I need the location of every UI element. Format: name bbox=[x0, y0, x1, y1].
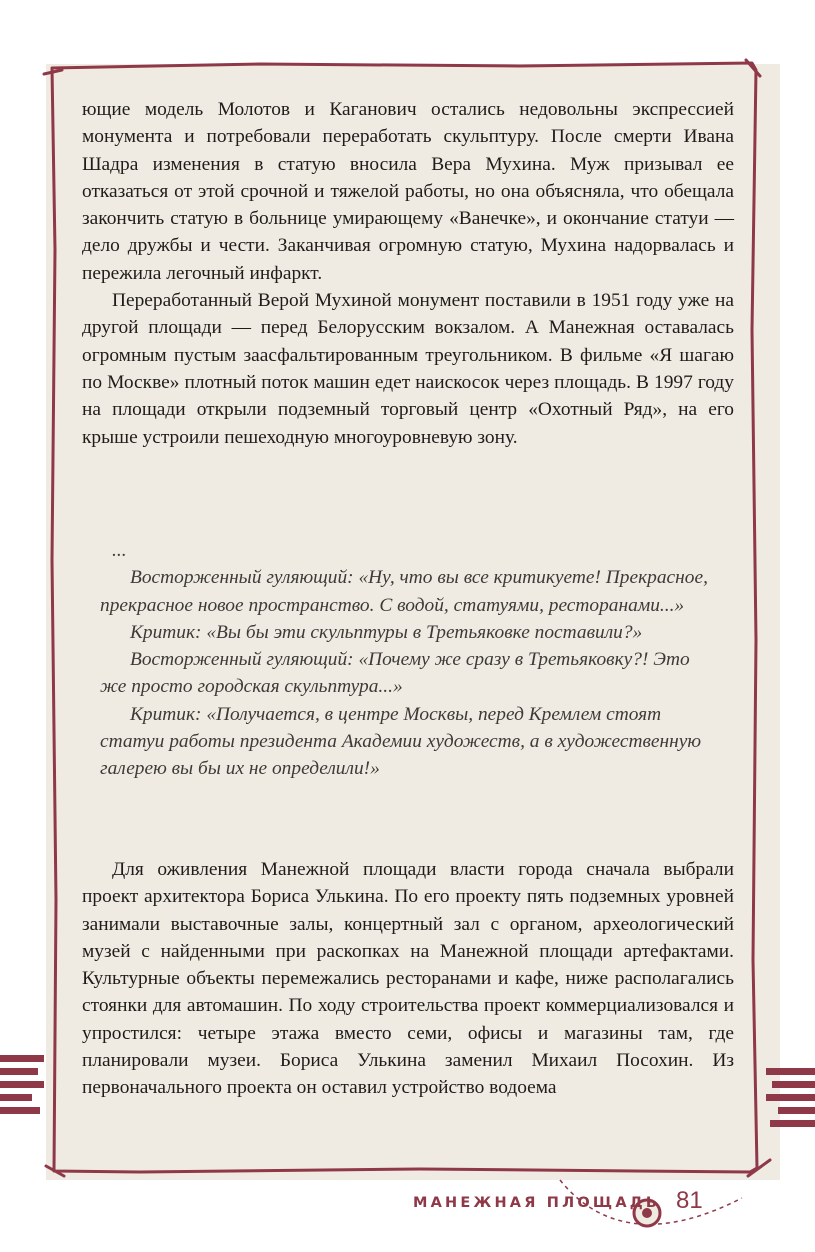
dialogue-line: Восторженный гуляющий: «Ну, что вы все критикуете! Прекрасное, прекрасное новое пространство. С водой, статуями, ресторанами...» bbox=[100, 567, 708, 616]
dialogue-line: Критик: «Получается, в центре Москвы, перед Кремлем стоят статуи работы президента Академии художеств, а в художественную галерею вы бы их не определили!» bbox=[100, 703, 702, 780]
paragraph: Для оживления Манежной площади власти города сначала выбрали проект архитектора Бориса Улькина. По его проекту пять подземных уровней занимали выставочные залы, концертный зал с органом, археологический музей с найденными при раскопках на Манежной площади артефактами. Культурные объекты перемежались ресторанами и кафе, ниже располагались стоянки для автомашин. По ходу строительства проект коммерциализовался и упростился: четыре этажа вместо семи, офисы и магазины там, где планировали музеи. Бориса Улькина заменил Михаил Посохин. Из первоначального проекта он оставил устройство водоема bbox=[82, 859, 734, 1099]
paragraph: ющие модель Молотов и Каганович остались недовольны экспрессией монумента и потребовали переработать скульптуру. После смерти Ивана Шадра изменения в статую вносила Вера Мухина. Муж призывал ее отказаться от этой срочной и тяжелой работы, но она объясняла, что обещала закончить статую в больнице умирающему «Ванечке», и окончание статуи — дело дружбы и чести. Заканчивая огромную статую, Мухина надорвалась и пережила легочный инфаркт. bbox=[82, 99, 734, 284]
body-text-top bbox=[82, 96, 734, 451]
dialogue-line: Критик: «Вы бы эти скульптуры в Третьяковке поставили?» bbox=[130, 621, 643, 643]
body-text-bottom bbox=[82, 856, 734, 1102]
paragraph: Переработанный Верой Мухиной монумент поставили в 1951 году уже на другой площади — перед Белорусским вокзалом. А Манежная оставалась огромным пустым заасфальтированным треугольником. В фильме «Я шагаю по Москве» плотный поток машин едет наискосок через площадь. В 1997 году на площади открыли подземный торговый центр «Охотный Ряд», на его крыше устроили пешеходную многоуровневую зону. bbox=[82, 290, 734, 448]
page-number: 81 bbox=[676, 1187, 703, 1214]
section-title: МАНЕЖНАЯ ПЛОЩАДЬ bbox=[413, 1195, 661, 1211]
dialogue-line: Восторженный гуляющий: «Почему же сразу в Третьяковку?! Это же просто городская скульптура...» bbox=[100, 649, 690, 698]
dialogue-block bbox=[100, 537, 716, 783]
dialogue-ellipsis: ... bbox=[112, 540, 127, 561]
